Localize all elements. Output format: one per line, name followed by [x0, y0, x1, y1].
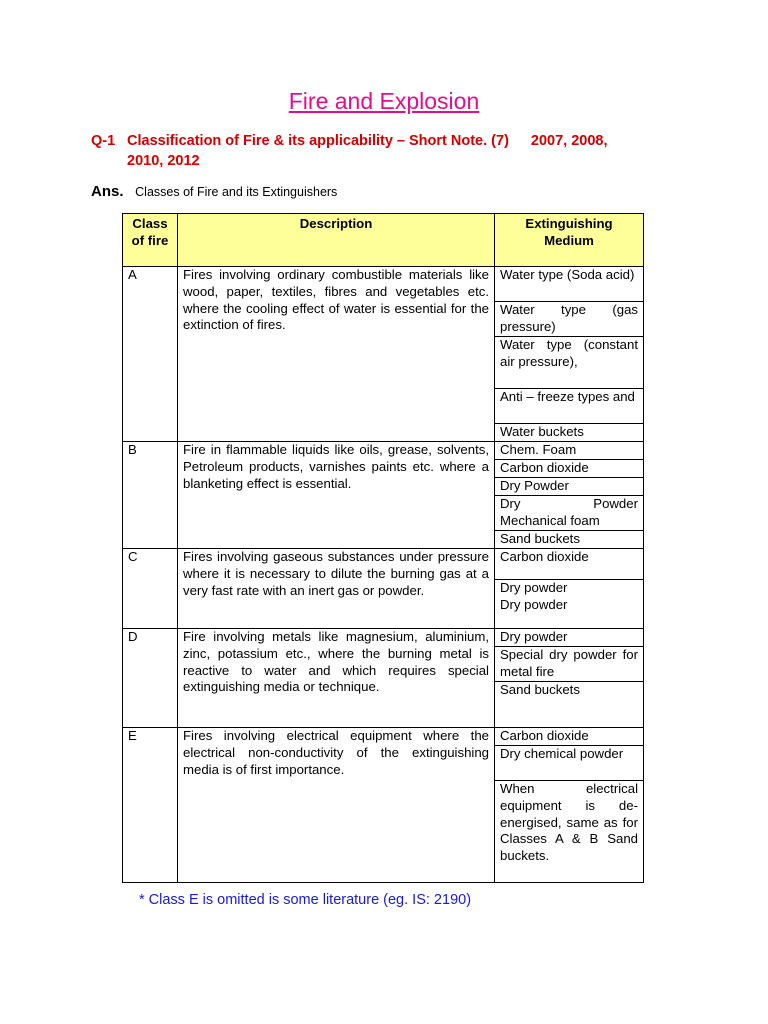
answer-subtitle: Classes of Fire and its Extinguishers [135, 185, 338, 199]
medium-item: When electrical equipment is de-energised, same as for Classes A & B Sand buckets. [500, 781, 638, 864]
medium-item: Carbon dioxide [495, 460, 643, 478]
question-text: Classification of Fire & its applicability – Short Note. (7) [127, 133, 509, 149]
header-class: Class of fire [123, 214, 178, 267]
medium-item: Water buckets [500, 424, 584, 439]
medium-item: Chem. Foam [495, 442, 643, 460]
fire-class-cell: B [123, 442, 178, 549]
answer-label: Ans. [91, 183, 124, 200]
fire-class-cell: E [123, 728, 178, 883]
medium-item: Dry chemical powder [495, 746, 643, 781]
medium-cell [495, 442, 644, 549]
medium-cell [495, 267, 644, 442]
question-label: Q-1 [91, 133, 116, 149]
medium-item: Sand buckets [500, 682, 580, 697]
medium-item-line: Dry powder [500, 580, 568, 595]
table-body [123, 267, 644, 883]
question-years-continued: 2010, 2012 [127, 153, 200, 169]
header-medium: Extinguishing Medium [495, 214, 644, 267]
description-cell: Fire in flammable liquids like oils, grease, solvents, Petroleum products, varnishes paints etc. where a blanketing effect is essential. [178, 442, 495, 549]
question-years: 2007, 2008, [530, 133, 608, 149]
medium-item: Carbon dioxide [495, 549, 643, 580]
medium-item: Dry Powder [495, 478, 643, 496]
answer-heading [91, 183, 337, 200]
medium-item: Water type (Soda acid) [495, 267, 643, 302]
footnote: * Class E is omitted is some literature (eg. IS: 2190) [139, 892, 472, 908]
medium-item: Water type (constant air pressure), [495, 337, 643, 389]
medium-item-line: Dry powder [500, 596, 568, 612]
table-row [123, 267, 644, 442]
fire-class-cell: D [123, 629, 178, 728]
fire-classes-table [122, 213, 644, 883]
table-row [123, 549, 644, 629]
medium-item: Water type (gas pressure) [495, 302, 643, 337]
question-line-1 [91, 131, 651, 151]
fire-class-cell: C [123, 549, 178, 629]
medium-cell [495, 728, 644, 883]
question-heading [91, 131, 651, 171]
fire-class-cell: A [123, 267, 178, 442]
medium-item: Special dry powder for metal fire [495, 647, 643, 682]
description-cell: Fires involving ordinary combustible materials like wood, paper, textiles, fibres and vegetables etc. where the cooling effect of water is essential for the extinction of fires. [178, 267, 495, 442]
medium-item [495, 580, 643, 614]
medium-item: Dry powder [495, 629, 643, 647]
description-cell: Fires involving electrical equipment where the electrical non-conductivity of the extinguishing media is of first importance. [178, 728, 495, 883]
medium-item: Sand buckets [500, 531, 580, 546]
medium-item: Dry Powder Mechanical foam [495, 496, 643, 531]
description-cell: Fire involving metals like magnesium, aluminium, zinc, potassium etc., where the burning metal is reactive to water and which requires special extinguishing media or technique. [178, 629, 495, 728]
table-row [123, 728, 644, 883]
medium-item: Carbon dioxide [495, 728, 643, 746]
medium-item: Anti – freeze types and [495, 389, 643, 424]
medium-cell [495, 629, 644, 728]
table-row [123, 629, 644, 728]
header-description: Description [178, 214, 495, 267]
page-title: Fire and Explosion [288, 88, 480, 114]
medium-cell [495, 549, 644, 629]
table-row [123, 442, 644, 549]
description-cell: Fires involving gaseous substances under pressure where it is necessary to dilute the burning gas at a very fast rate with an inert gas or powder. [178, 549, 495, 629]
table-header-row [123, 214, 644, 267]
